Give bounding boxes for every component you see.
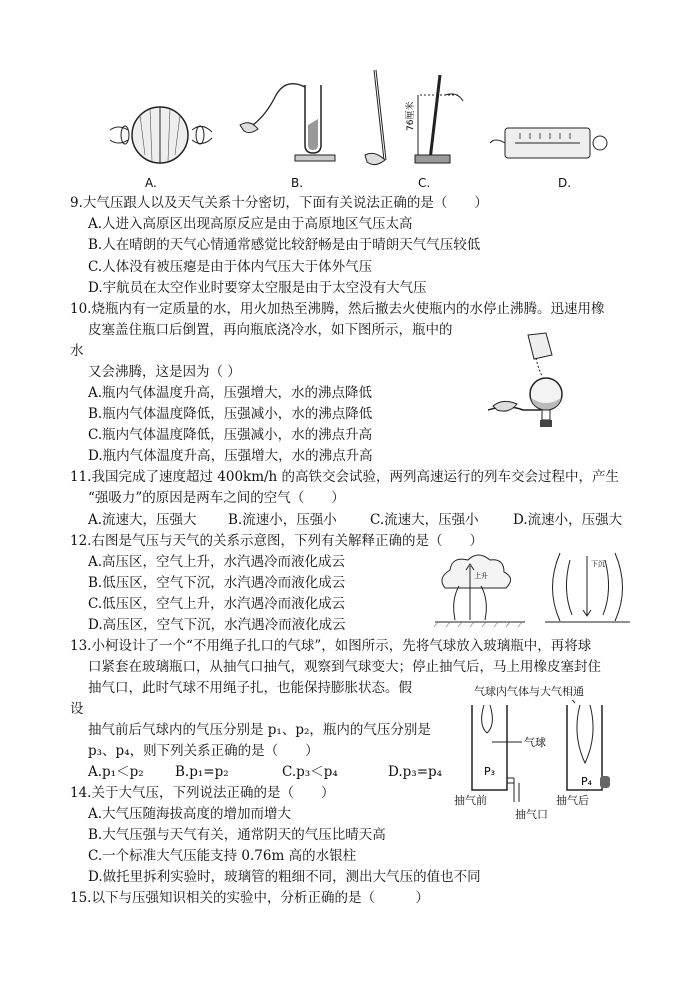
tube-height-label: 76厘米 bbox=[406, 101, 416, 131]
balloon-figure-title: 气球内气体与大气相通 bbox=[474, 685, 584, 698]
q10-line-4: 又会沸腾，这是因为（ ） bbox=[88, 364, 241, 380]
q13-line-4: 设 bbox=[70, 701, 84, 717]
q13-option-d: D.p₃=p₄ bbox=[388, 764, 443, 780]
q10-option-d: D.瓶内气体温度升高，压强增大，水的沸点升高 bbox=[88, 448, 373, 464]
q11-line-2: “强吸力”的原因是两车之间的空气（ ） bbox=[88, 490, 345, 506]
torricelli-tube-figure bbox=[360, 65, 470, 175]
q12-option-b: B.低压区，空气下沉，水汽遇冷而液化成云 bbox=[88, 575, 346, 591]
before-pumping-label: 抽气前 bbox=[454, 794, 487, 807]
q13-line-1: 13.小柯设计了一个“不用绳子扎口的气球”，如图所示，先将气球放入玻璃瓶中，再将球 bbox=[70, 638, 592, 654]
q10-option-b: B.瓶内气体温度降低，压强减小，水的沸点降低 bbox=[88, 406, 373, 422]
figure-label-c: C. bbox=[418, 176, 431, 190]
q14-option-d: D.做托里拆利实验时，玻璃管的粗细不同，测出大气压的值也不同 bbox=[88, 869, 481, 885]
q11-option-b: B.流速小，压强小 bbox=[228, 512, 337, 528]
q9-option-d: D.宇航员在太空作业时要穿太空服是由于太空没有大气压 bbox=[88, 280, 427, 296]
air-pressure-weather-figure bbox=[430, 548, 635, 630]
q11-option-d: D.流速小，压强大 bbox=[513, 512, 623, 528]
q14-option-a: A.大气压随海拔高度的增加而增大 bbox=[88, 806, 292, 822]
q9-option-b: B.人在晴朗的天气心情通常感觉比较舒畅是由于晴朗天气气压较低 bbox=[88, 237, 481, 253]
q13-option-a: A.p₁＜p₂ bbox=[88, 764, 144, 780]
aneroid-barometer-figure bbox=[485, 118, 615, 168]
q13-line-5: 抽气前后气球内的气压分别是 p₁、p₂，瓶内的气压分别是 bbox=[88, 722, 431, 738]
figure-label-d: D. bbox=[558, 176, 572, 190]
updraft-label: 上升 bbox=[474, 572, 488, 580]
q11-option-a: A.流速大，压强大 bbox=[88, 512, 197, 528]
downdraft-label: 下沉 bbox=[591, 560, 605, 568]
p3-label: P₃ bbox=[484, 765, 496, 778]
q12-option-a: A.高压区，空气上升，水汽遇冷而液化成云 bbox=[88, 554, 346, 570]
q13-option-c: C.p₃＜p₄ bbox=[282, 764, 338, 780]
q13-line-6: p₃、p₄，则下列关系正确的是（ ） bbox=[88, 743, 319, 759]
figure-label-a: A. bbox=[145, 176, 157, 190]
q10-line-2: 皮塞盖住瓶口后倒置，再向瓶底浇冷水，如下图所示，瓶中的 bbox=[88, 322, 453, 338]
u-tube-manometer-figure bbox=[235, 75, 345, 175]
q12-stem: 12.右图是气压与天气的关系示意图，下列有关解释正确的是（ ） bbox=[70, 533, 483, 549]
q13-line-3: 抽气口，此时气球不用绳子扎，也能保持膨胀状态。假 bbox=[88, 680, 412, 696]
q9-option-a: A.人进入高原区出现高原反应是由于高原地区气压太高 bbox=[88, 216, 413, 232]
q9-option-c: C.人体没有被压瘪是由于体内气压大于体外气压 bbox=[88, 259, 373, 275]
after-pumping-label: 抽气后 bbox=[556, 794, 589, 807]
q14-option-b: B.大气压强与天气有关，通常阴天的气压比晴天高 bbox=[88, 827, 386, 843]
q14-option-c: C.一个标准大气压能支持 0.76m 高的水银柱 bbox=[88, 848, 357, 864]
q12-option-c: C.低压区，空气上升，水汽遇冷而液化成云 bbox=[88, 596, 346, 612]
figure-label-b: B. bbox=[291, 176, 304, 190]
q12-option-d: D.高压区，空气下沉，水汽遇冷而液化成云 bbox=[88, 617, 346, 633]
q10-option-c: C.瓶内气体温度降低，压强减小，水的沸点升高 bbox=[88, 427, 373, 443]
q15-stem: 15.以下与压强知识相关的实验中，分析正确的是（ ） bbox=[70, 890, 429, 906]
flask-cold-water-figure bbox=[488, 330, 608, 435]
q9-stem: 9.大气压跟人以及天气关系十分密切，下面有关说法正确的是（ ） bbox=[70, 195, 488, 211]
q13-option-b: B.p₁=p₂ bbox=[175, 764, 229, 780]
q11-option-c: C.流速大，压强小 bbox=[370, 512, 479, 528]
magdeburg-hemispheres-figure bbox=[100, 100, 220, 170]
balloon-label: 气球 bbox=[524, 736, 546, 749]
q10-line-3: 水 bbox=[70, 343, 84, 359]
q13-line-2: 口紧套在玻璃瓶口，从抽气口抽气，观察到气球变大；停止抽气后，马上用橡皮塞封住 bbox=[88, 659, 601, 675]
q10-option-a: A.瓶内气体温度升高，压强增大，水的沸点降低 bbox=[88, 385, 373, 401]
pump-port-label: 抽气口 bbox=[515, 808, 548, 821]
q14-stem: 14.关于大气压，下列说法正确的是（ ） bbox=[70, 785, 335, 801]
q10-line-1: 10.烧瓶内有一定质量的水，用火加热至沸腾，然后撤去火使瓶内的水停止沸腾。迅速用橡 bbox=[70, 301, 605, 317]
q11-line-1: 11.我国完成了速度超过 400km/h 的高铁交会试验，两列高速运行的列车交会过程中，产生 bbox=[70, 469, 620, 485]
p4-label: P₄ bbox=[581, 775, 593, 788]
